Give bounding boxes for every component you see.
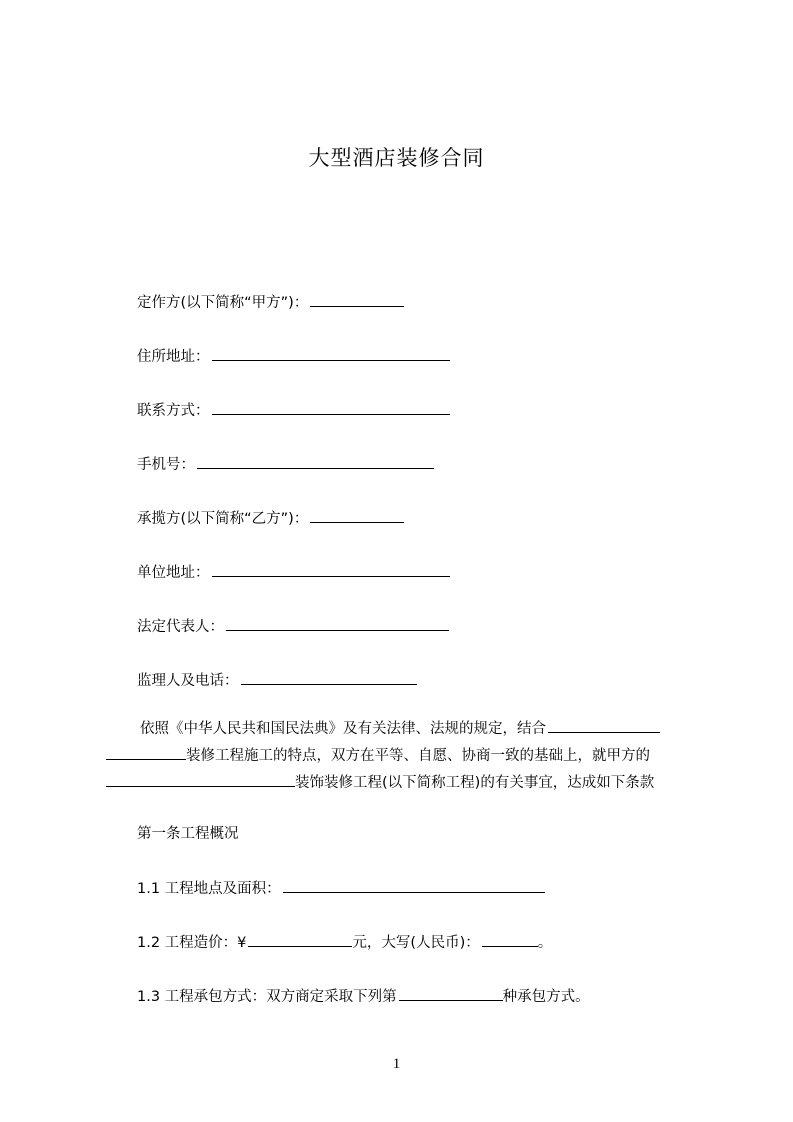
supervisor-blank[interactable] — [241, 670, 417, 685]
party-a-field — [137, 292, 404, 313]
item-1-2 — [137, 932, 552, 953]
item-1-3-suffix: 种承包方式。 — [502, 989, 590, 1005]
mobile-blank[interactable] — [197, 454, 434, 469]
item-1-3-blank[interactable] — [399, 986, 503, 1001]
item-1-2-amount-blank[interactable] — [248, 932, 352, 947]
party-b-blank[interactable] — [310, 508, 404, 523]
unit-address-label: 单位地址： — [137, 565, 210, 581]
preamble-text-2: 装修工程施工的特点，双方在平等、自愿、协商一致的基础上，就甲方的 — [186, 748, 650, 764]
item-1-3 — [137, 986, 590, 1007]
preamble-blank-2[interactable] — [106, 745, 186, 760]
party-b-label: 承揽方(以下简称“乙方”)： — [137, 511, 309, 527]
unit-address-field — [137, 562, 450, 583]
preamble-text-1: 依照《中华人民共和国民法典》及有关法律、法规的规定，结合 — [140, 721, 546, 737]
item-1-2-suffix: 。 — [537, 935, 553, 951]
supervisor-field — [137, 670, 417, 691]
item-1-1 — [137, 878, 545, 899]
preamble-line-2 — [106, 745, 650, 766]
legal-rep-field — [137, 616, 449, 637]
contact-label: 联系方式： — [137, 403, 210, 419]
party-a-label: 定作方(以下简称“甲方”)： — [137, 295, 309, 311]
item-1-3-prefix: 1.3 工程承包方式：双方商定采取下列第 — [137, 989, 397, 1005]
address-field — [137, 346, 450, 367]
unit-address-blank[interactable] — [212, 562, 450, 577]
article-1-heading: 第一条工程概况 — [137, 826, 239, 842]
contact-field — [137, 400, 450, 421]
preamble-line-1 — [140, 718, 660, 739]
address-label: 住所地址： — [137, 349, 210, 365]
preamble-blank-1[interactable] — [548, 718, 660, 733]
legal-rep-blank[interactable] — [226, 616, 449, 631]
party-b-field — [137, 508, 404, 529]
contact-blank[interactable] — [212, 400, 450, 415]
mobile-label: 手机号： — [137, 457, 195, 473]
mobile-field — [137, 454, 434, 475]
party-a-blank[interactable] — [310, 292, 404, 307]
preamble-text-3: 装饰装修工程(以下简称工程)的有关事宜，达成如下条款 — [295, 775, 655, 791]
address-blank[interactable] — [212, 346, 450, 361]
legal-rep-label: 法定代表人： — [137, 619, 224, 635]
document-title: 大型酒店装修合同 — [308, 146, 485, 170]
supervisor-label: 监理人及电话： — [137, 673, 239, 689]
item-1-2-prefix: 1.2 工程造价：¥ — [137, 935, 247, 951]
preamble-line-3 — [106, 772, 654, 793]
page-number: 1 — [392, 1056, 401, 1072]
item-1-2-uppercase-blank[interactable] — [482, 932, 538, 947]
item-1-1-blank[interactable] — [283, 878, 545, 893]
item-1-2-mid: 元，大写(人民币)： — [352, 935, 480, 951]
item-1-1-label: 1.1 工程地点及面积： — [137, 881, 281, 897]
preamble-blank-3[interactable] — [106, 772, 295, 787]
